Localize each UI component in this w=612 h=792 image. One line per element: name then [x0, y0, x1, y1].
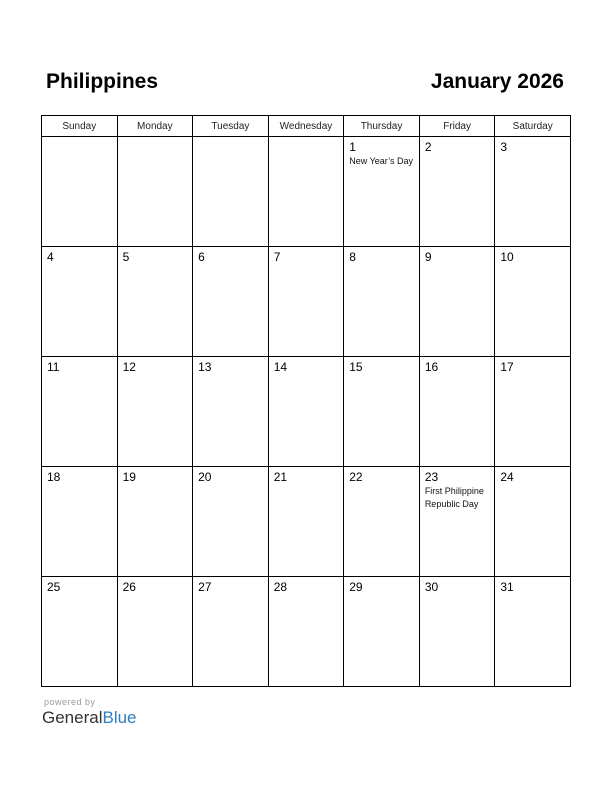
day-cell: [193, 577, 269, 687]
day-cell: [193, 247, 269, 357]
powered-by-text: powered by: [44, 697, 96, 707]
day-cell: [419, 357, 495, 467]
weekday-sunday: Sunday: [42, 116, 118, 137]
day-number: 27: [198, 580, 212, 594]
day-number: 21: [273, 470, 288, 484]
day-number: 17: [500, 360, 514, 374]
brand-general-text: General: [42, 708, 103, 727]
day-number: 12: [122, 360, 136, 374]
day-number: 7: [273, 250, 281, 264]
day-cell: [268, 577, 344, 687]
day-cell: [42, 467, 118, 577]
day-number: 15: [349, 360, 363, 374]
day-cell: [268, 467, 344, 577]
week-row: [42, 247, 571, 357]
day-cell: [117, 577, 193, 687]
day-cell: [495, 247, 571, 357]
weekday-saturday: Saturday: [495, 116, 571, 137]
day-number: 13: [198, 360, 212, 374]
weekday-tuesday: Tuesday: [193, 116, 269, 137]
day-cell: [419, 577, 495, 687]
day-number: 22: [349, 470, 363, 484]
day-cell: [42, 247, 118, 357]
day-cell: [495, 467, 571, 577]
week-row: [42, 577, 571, 687]
day-number: 2: [424, 140, 432, 154]
day-number: 18: [47, 470, 61, 484]
day-cell: [193, 467, 269, 577]
day-number: 6: [198, 250, 205, 264]
holiday-label: New Year’s Day: [349, 156, 413, 166]
holiday-label: First Philippine Republic Day: [424, 486, 484, 509]
empty-day-cell: [193, 137, 269, 247]
day-number: 14: [273, 360, 288, 374]
day-cell: [495, 577, 571, 687]
day-cell: [344, 357, 420, 467]
day-number: 1: [349, 140, 356, 154]
day-number: 9: [424, 250, 432, 264]
day-number: 30: [424, 580, 439, 594]
day-number: [193, 137, 268, 141]
weekday-header-row: [42, 116, 571, 137]
day-number: 10: [500, 250, 514, 264]
day-cell: [419, 247, 495, 357]
day-number: 11: [47, 360, 60, 374]
week-row: [42, 137, 571, 247]
day-number: 3: [500, 140, 508, 154]
day-number: 20: [198, 470, 212, 484]
day-cell: [344, 577, 420, 687]
month-year-title: January 2026: [430, 70, 564, 93]
day-cell: [344, 467, 420, 577]
day-cell: [42, 357, 118, 467]
day-cell: [42, 577, 118, 687]
country-title: Philippines: [46, 70, 159, 93]
day-cell: [344, 137, 420, 247]
day-cell: [117, 357, 193, 467]
day-number: 8: [349, 250, 356, 264]
weekday-friday: Friday: [419, 116, 495, 137]
day-cell: [495, 137, 571, 247]
generalblue-logo[interactable]: [42, 708, 137, 728]
weekday-monday: Monday: [117, 116, 193, 137]
day-cell: [344, 247, 420, 357]
brand-blue-text: Blue: [102, 708, 137, 727]
day-number: [118, 137, 193, 141]
empty-day-cell: [117, 137, 193, 247]
day-number: 16: [424, 360, 439, 374]
week-row: [42, 467, 571, 577]
day-cell: [117, 467, 193, 577]
day-number: 25: [47, 580, 61, 594]
day-number: [269, 137, 344, 141]
calendar-grid: [41, 115, 571, 687]
day-cell: [117, 247, 193, 357]
weekday-thursday: Thursday: [344, 116, 420, 137]
empty-day-cell: [42, 137, 118, 247]
day-number: 26: [122, 580, 136, 594]
weekday-wednesday: Wednesday: [268, 116, 344, 137]
day-cell: [419, 137, 495, 247]
week-row: [42, 357, 571, 467]
day-number: 4: [47, 250, 54, 264]
day-number: 19: [122, 470, 136, 484]
day-number: 31: [500, 580, 514, 594]
day-number: 29: [349, 580, 363, 594]
empty-day-cell: [268, 137, 344, 247]
day-number: [42, 137, 117, 141]
day-cell: [268, 357, 344, 467]
day-cell: [419, 467, 495, 577]
day-cell: [495, 357, 571, 467]
day-number: 24: [500, 470, 514, 484]
day-number: 28: [273, 580, 288, 594]
day-cell: [193, 357, 269, 467]
day-number: 23: [424, 470, 439, 484]
day-cell: [268, 247, 344, 357]
day-number: 5: [122, 250, 130, 264]
